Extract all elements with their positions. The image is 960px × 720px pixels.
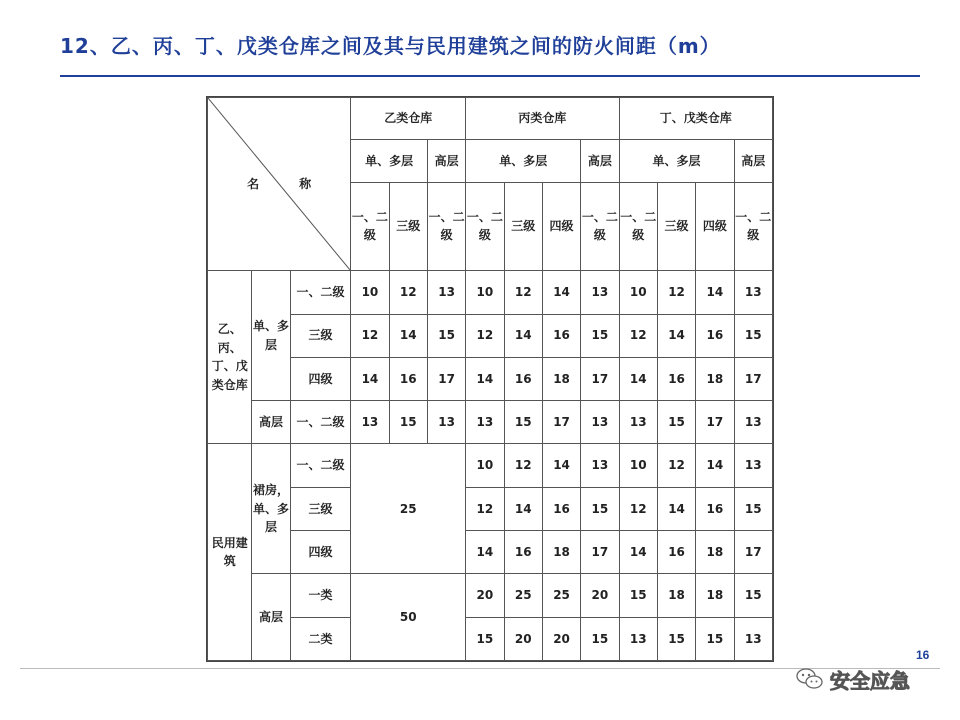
table-cell: 15 — [696, 617, 734, 660]
table-cell: 13 — [427, 271, 465, 314]
table-cell: 17 — [581, 357, 619, 400]
table-cell: 15 — [657, 617, 695, 660]
table-cell: 17 — [696, 401, 734, 444]
table-cell: 15 — [389, 401, 427, 444]
table-cell: 16 — [657, 531, 695, 574]
table-cell: 13 — [581, 444, 619, 487]
table-cell: 14 — [542, 271, 580, 314]
sub-group-header: 高层 — [427, 140, 465, 182]
table-cell: 14 — [504, 487, 542, 530]
corner-header-cell — [208, 98, 351, 271]
table-cell: 15 — [427, 314, 465, 357]
grade-header: 一、二级 — [619, 182, 657, 271]
table-cell: 20 — [542, 617, 580, 660]
table-cell: 12 — [619, 314, 657, 357]
sub-group-header: 单、多层 — [619, 140, 734, 182]
table-cell: 13 — [581, 401, 619, 444]
table-cell: 14 — [389, 314, 427, 357]
table-cell: 16 — [504, 531, 542, 574]
table-cell: 14 — [504, 314, 542, 357]
table-cell: 15 — [734, 574, 772, 617]
table-cell: 12 — [466, 487, 504, 530]
sub-row-header: 高层 — [252, 574, 290, 661]
table-cell: 14 — [619, 531, 657, 574]
table-cell: 14 — [351, 357, 389, 400]
table-cell: 16 — [657, 357, 695, 400]
table-cell: 13 — [619, 401, 657, 444]
merged-value-cell: 50 — [351, 574, 466, 661]
title-divider — [60, 75, 920, 77]
row-label: 四级 — [290, 357, 351, 400]
table-cell: 13 — [619, 617, 657, 660]
sub-row-header: 高层 — [252, 401, 290, 444]
table-cell: 14 — [542, 444, 580, 487]
table-cell: 14 — [657, 487, 695, 530]
grade-header: 一、二级 — [581, 182, 619, 271]
table-cell: 18 — [696, 531, 734, 574]
grade-header: 四级 — [542, 182, 580, 271]
row-label: 二类 — [290, 617, 351, 660]
table-cell: 14 — [466, 531, 504, 574]
fire-distance-table-container — [206, 96, 774, 662]
table-cell: 17 — [734, 357, 772, 400]
table-cell: 15 — [734, 314, 772, 357]
table-cell: 12 — [504, 271, 542, 314]
table-cell: 10 — [466, 444, 504, 487]
table-cell: 14 — [466, 357, 504, 400]
table-cell: 16 — [542, 487, 580, 530]
grade-header: 一、二级 — [427, 182, 465, 271]
table-cell: 15 — [581, 487, 619, 530]
table-cell: 10 — [351, 271, 389, 314]
row-group-header: 乙、丙、丁、戊类仓库 — [208, 271, 252, 444]
table-cell: 13 — [734, 617, 772, 660]
col-group-header: 乙类仓库 — [351, 98, 466, 140]
table-cell: 13 — [734, 444, 772, 487]
row-label: 四级 — [290, 531, 351, 574]
table-cell: 16 — [504, 357, 542, 400]
sub-group-header: 高层 — [734, 140, 772, 182]
table-cell: 18 — [542, 531, 580, 574]
grade-header: 四级 — [696, 182, 734, 271]
watermark — [796, 664, 910, 694]
table-cell: 12 — [657, 444, 695, 487]
row-label: 三级 — [290, 487, 351, 530]
table-cell: 16 — [696, 487, 734, 530]
table-cell: 15 — [657, 401, 695, 444]
table-cell: 13 — [734, 271, 772, 314]
row-group-header: 民用建筑 — [208, 444, 252, 661]
table-cell: 17 — [542, 401, 580, 444]
col-group-header: 丙类仓库 — [466, 98, 619, 140]
row-label: 一类 — [290, 574, 351, 617]
row-label: 一、二级 — [290, 444, 351, 487]
watermark-text: 安全应急 — [830, 668, 910, 693]
table-cell: 18 — [542, 357, 580, 400]
sub-row-header: 裙房，单、多层 — [252, 444, 290, 574]
grade-header: 三级 — [504, 182, 542, 271]
table-cell: 12 — [389, 271, 427, 314]
grade-header: 一、二级 — [466, 182, 504, 271]
row-label: 一、二级 — [290, 401, 351, 444]
table-cell: 20 — [581, 574, 619, 617]
table-cell: 17 — [734, 531, 772, 574]
merged-value-cell: 25 — [351, 444, 466, 574]
table-cell: 12 — [466, 314, 504, 357]
table-cell: 10 — [619, 444, 657, 487]
table-cell: 18 — [696, 574, 734, 617]
table-cell: 14 — [696, 271, 734, 314]
sub-group-header: 高层 — [581, 140, 619, 182]
table-cell: 20 — [504, 617, 542, 660]
table-cell: 16 — [389, 357, 427, 400]
table-cell: 17 — [581, 531, 619, 574]
table-cell: 16 — [542, 314, 580, 357]
table-cell: 14 — [696, 444, 734, 487]
sub-group-header: 单、多层 — [466, 140, 581, 182]
sub-group-header: 单、多层 — [351, 140, 428, 182]
table-cell: 15 — [466, 617, 504, 660]
table-cell: 12 — [504, 444, 542, 487]
table-cell: 13 — [581, 271, 619, 314]
sub-row-header: 单、多层 — [252, 271, 290, 401]
row-label: 一、二级 — [290, 271, 351, 314]
table-cell: 12 — [619, 487, 657, 530]
table-cell: 25 — [504, 574, 542, 617]
row-label: 三级 — [290, 314, 351, 357]
table-cell: 17 — [427, 357, 465, 400]
grade-header: 三级 — [657, 182, 695, 271]
table-cell: 13 — [427, 401, 465, 444]
table-cell: 13 — [351, 401, 389, 444]
table-cell: 18 — [657, 574, 695, 617]
grade-header: 一、二级 — [351, 182, 389, 271]
table-cell: 15 — [581, 617, 619, 660]
grade-header: 一、二级 — [734, 182, 772, 271]
page-title: 12、乙、丙、丁、戊类仓库之间及其与民用建筑之间的防火间距（m） — [60, 34, 721, 58]
table-cell: 10 — [619, 271, 657, 314]
wechat-icon — [796, 667, 824, 691]
table-cell: 15 — [504, 401, 542, 444]
table-cell: 10 — [466, 271, 504, 314]
table-cell: 12 — [351, 314, 389, 357]
table-cell: 18 — [696, 357, 734, 400]
table-cell: 14 — [657, 314, 695, 357]
table-cell: 25 — [542, 574, 580, 617]
table-cell: 15 — [619, 574, 657, 617]
table-cell: 16 — [696, 314, 734, 357]
grade-header: 三级 — [389, 182, 427, 271]
table-cell: 12 — [657, 271, 695, 314]
table-cell: 20 — [466, 574, 504, 617]
table-cell: 15 — [734, 487, 772, 530]
corner-label: 名称 — [247, 176, 352, 191]
fire-distance-table — [207, 97, 773, 661]
table-cell: 13 — [466, 401, 504, 444]
page-number: 16 — [916, 648, 930, 662]
table-cell: 13 — [734, 401, 772, 444]
table-cell: 14 — [619, 357, 657, 400]
col-group-header: 丁、戊类仓库 — [619, 98, 772, 140]
table-cell: 15 — [581, 314, 619, 357]
